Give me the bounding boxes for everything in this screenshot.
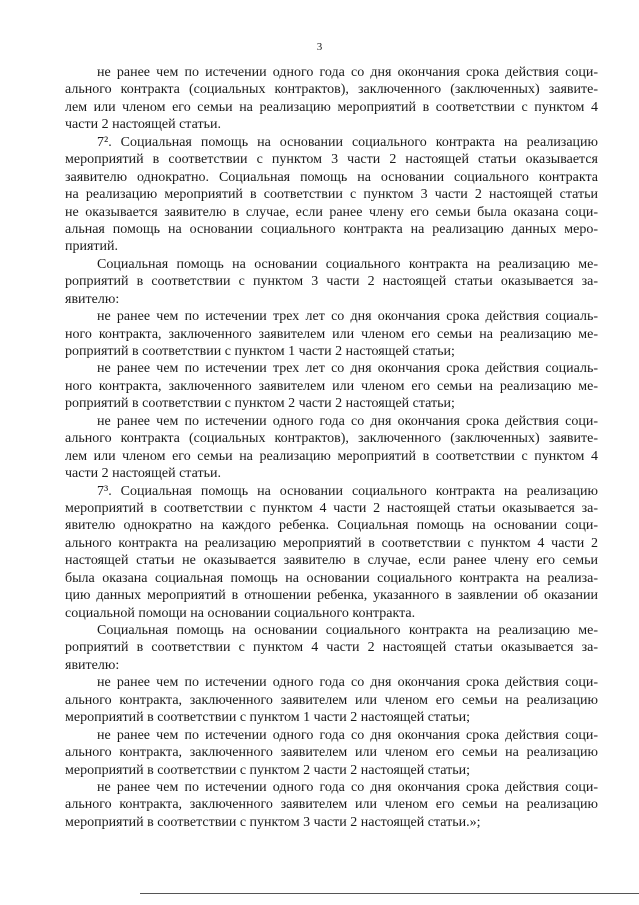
text-line: Социальная помощь на основании социального контракта на реализацию ме-: [97, 256, 598, 272]
paragraph: [65, 256, 598, 308]
paragraph: [65, 779, 598, 831]
text-line: мероприятий в соответствии с пунктом 3 части 2 настоящей статьи.»;: [65, 814, 481, 830]
paragraph: [65, 308, 598, 360]
text-line: не оказывается заявителю в случае, если ранее члену его семьи была оказана соци-: [65, 204, 598, 220]
text-line: на реализацию мероприятий в соответствии с пунктом 3 части 2 настоящей статьи: [65, 187, 598, 203]
text-line: была оказана социальная помощь на основании социального контракта на реализа-: [65, 570, 598, 586]
paragraph: [65, 134, 598, 256]
text-line: ального контракта, заключенного заявителем или членом его семьи на реализацию: [65, 745, 598, 761]
text-line: роприятий в соответствии с пунктом 1 части 2 настоящей статьи;: [65, 344, 455, 359]
text-line: не ранее чем по истечении одного года со дня окончания срока действия соци-: [97, 413, 598, 429]
text-line: явителю:: [65, 291, 120, 307]
text-line: роприятий в соответствии с пунктом 3 части 2 настоящей статьи оказывается за-: [65, 274, 598, 290]
text-line: не ранее чем по истечении трех лет со дня окончания срока действия социаль-: [97, 309, 598, 325]
text-line: мероприятий в соответствии с пунктом 1 части 2 настоящей статьи;: [65, 710, 470, 726]
page-number: 3: [316, 41, 323, 53]
text-line: не ранее чем по истечении одного года со дня окончания срока действия соци-: [97, 727, 598, 743]
text-line: роприятий в соответствии с пунктом 2 части 2 настоящей статьи;: [65, 396, 455, 412]
text-line: лем или членом его семьи на реализацию мероприятий в соответствии с пунктом 4: [65, 99, 598, 115]
text-line: не ранее чем по истечении одного года со дня окончания срока действия соци-: [97, 65, 598, 80]
paragraph: [65, 674, 598, 726]
text-line: ного контракта, заключенного заявителем или членом его семьи на реализацию ме-: [65, 326, 598, 342]
text-line: части 2 настоящей статьи.: [65, 466, 221, 482]
document-body: [65, 64, 598, 831]
text-line: не ранее чем по истечении одного года со дня окончания срока действия соци-: [97, 675, 598, 691]
bottom-rule: [140, 893, 639, 894]
text-line: заявителю однократно. Социальная помощь на основании социального контракта: [65, 169, 598, 185]
text-line: цию данных мероприятий в отношении ребенка, указанного в заявлении об оказании: [65, 588, 598, 604]
paragraph: [65, 727, 598, 779]
text-line: не ранее чем по истечении трех лет со дня окончания срока действия социаль-: [97, 361, 598, 377]
paragraph: [65, 622, 598, 674]
text-line: роприятий в соответствии с пунктом 4 части 2 настоящей статьи оказывается за-: [65, 640, 598, 656]
text-line: ального контракта на реализацию мероприятий в соответствии с пунктом 4 части 2: [65, 535, 598, 551]
paragraph: [65, 483, 598, 623]
paragraph: [65, 360, 598, 412]
text-line: мероприятий в соответствии с пунктом 3 части 2 настоящей статьи оказывается: [65, 152, 598, 168]
text-line: не ранее чем по истечении одного года со дня окончания срока действия соци-: [97, 779, 598, 795]
text-line: лем или членом его семьи на реализацию мероприятий в соответствии с пунктом 4: [65, 448, 598, 464]
text-line: ального контракта (социальных контрактов), заключенного (заключенных) заявите-: [65, 82, 598, 98]
text-line: мероприятий в соответствии с пунктом 4 части 2 настоящей статьи оказывается за-: [65, 500, 598, 516]
text-line: Социальная помощь на основании социального контракта на реализацию ме-: [97, 623, 598, 638]
text-line: ного контракта, заключенного заявителем или членом его семьи на реализацию ме-: [65, 378, 598, 394]
text-line: социальной помощи на основании социального контракта.: [65, 605, 416, 621]
text-line: явителю однократно на каждого ребенка. Социальная помощь на основании соци-: [65, 518, 598, 534]
paragraph: [65, 413, 598, 483]
text-line: ального контракта, заключенного заявителем или членом его семьи на реализацию: [65, 692, 598, 708]
text-line: части 2 настоящей статьи.: [65, 117, 221, 133]
text-line: ального контракта (социальных контрактов), заключенного (заключенных) заявите-: [65, 431, 598, 447]
text-line: 7³. Социальная помощь на основании социального контракта на реализацию: [97, 483, 598, 499]
text-line: ального контракта, заключенного заявителем или членом его семьи на реализацию: [65, 797, 598, 813]
text-line: 7². Социальная помощь на основании социального контракта на реализацию: [97, 134, 598, 150]
text-line: приятий.: [65, 239, 119, 255]
text-line: мероприятий в соответствии с пунктом 2 части 2 настоящей статьи;: [65, 762, 470, 778]
paragraph: [65, 64, 598, 134]
text-line: настоящей статьи не оказывается заявителю в случае, если ранее члену его семьи: [65, 553, 598, 569]
text-line: явителю:: [65, 657, 120, 673]
text-line: альная помощь на основании социального контракта на реализацию данных меро-: [65, 221, 598, 237]
